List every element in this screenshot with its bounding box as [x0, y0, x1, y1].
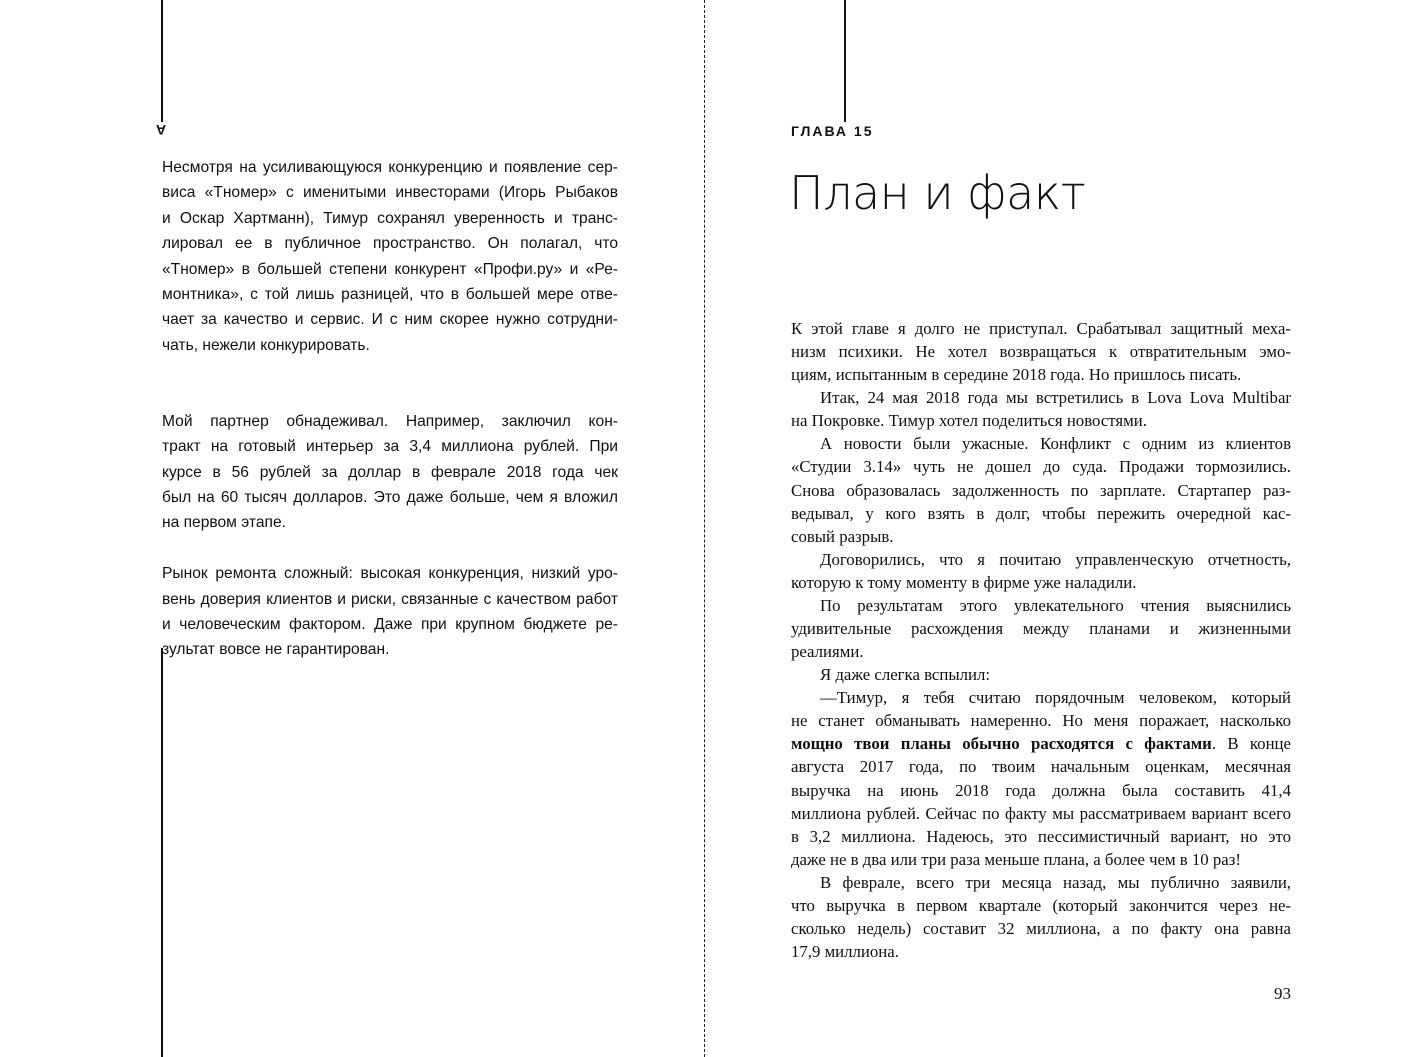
line-text: лировал ее в публичное пространство. Он полагал, что — [162, 235, 618, 253]
line-text: Мой партнер обнадеживал. Например, заключил кон- — [162, 412, 618, 430]
line-text: Я даже слегка вспылил: — [820, 665, 991, 685]
text-line — [162, 510, 618, 535]
text-line — [791, 571, 1291, 594]
text-line — [791, 940, 1291, 963]
text-line — [162, 561, 618, 586]
line-text: выручка на июнь 2018 года должна была составить 41,4 — [791, 780, 1291, 800]
text-line — [791, 502, 1291, 525]
text-line — [791, 755, 1291, 778]
running-mark: A — [156, 122, 167, 138]
line-text: не станет обманывать намеренно. Но меня поражает, насколько — [791, 711, 1291, 731]
chapter-label: ГЛАВА 15 — [791, 123, 874, 139]
line-text: Снова образовалась задолженность по зарплате. Стартапер раз- — [791, 480, 1291, 500]
line-text: Итак, 24 мая 2018 года мы встретились в Lova Lova Multibar — [820, 388, 1291, 408]
line-text: чать, нежели конкурировать. — [162, 336, 370, 354]
line-text: был на 60 тысяч долларов. Это даже больше, чем я вложил — [162, 489, 618, 507]
line-text: и Оскар Хартманн), Тимур сохранял уверенность и транс- — [162, 209, 618, 227]
line-text: и человеческим фактором. Даже при крупном бюджете ре- — [162, 616, 618, 634]
chapter-title: План и факт — [789, 166, 1086, 220]
text-line — [162, 434, 618, 459]
text-line — [791, 317, 1291, 340]
text-line — [162, 333, 618, 358]
bottom-rule — [161, 648, 163, 1057]
line-text: даже не в два или три раза меньше плана, а более чем в 10 раз! — [791, 849, 1241, 869]
text-line — [162, 637, 618, 662]
line-text: «Студии 3.14» чуть не дошел до суда. Продажи тормозились. — [791, 457, 1291, 477]
text-line — [791, 640, 1291, 663]
text-line — [791, 686, 1291, 709]
line-text: реалиями. — [791, 642, 864, 662]
bold-emphasis: мощно твои планы обычно расходятся с фактами — [791, 734, 1212, 754]
text-line — [791, 525, 1291, 548]
text-line — [162, 282, 618, 307]
text-line — [791, 409, 1291, 432]
text-line — [791, 779, 1291, 802]
right-body-text — [791, 317, 1291, 963]
text-line — [162, 612, 618, 637]
line-text: низм психики. Не хотел возвращаться к отвратительным эмо- — [791, 342, 1291, 362]
text-line — [162, 257, 618, 282]
line-text: на первом этапе. — [162, 514, 286, 532]
line-text: Договорились, что я почитаю управленческую отчетность, — [820, 549, 1291, 569]
text-line — [791, 548, 1291, 571]
line-text: зультат вовсе не гарантирован. — [162, 641, 390, 659]
text-line — [791, 479, 1291, 502]
line-text: сколько недель) составит 32 миллиона, а по факту она равна — [791, 919, 1291, 939]
text-line — [791, 732, 1291, 755]
line-text: . В конце — [1211, 734, 1291, 754]
text-line — [162, 460, 618, 485]
line-text: совый разрыв. — [791, 526, 894, 546]
line-text: монтника», с той лишь разницей, что в большей мере отве- — [162, 285, 618, 303]
text-line — [791, 594, 1291, 617]
line-text: тракт на готовый интерьер за 3,4 миллиона рублей. При — [162, 438, 618, 456]
text-line — [791, 825, 1291, 848]
line-text: на Покровке. Тимур хотел поделиться новостями. — [791, 411, 1147, 431]
text-line — [791, 617, 1291, 640]
line-text: курсе в 56 рублей за доллар в феврале 2018 года чек — [162, 463, 618, 481]
line-text: Рынок ремонта сложный: высокая конкуренция, низкий уро- — [162, 565, 618, 583]
line-text: миллиона рублей. Сейчас по факту мы рассматриваем вариант всего — [791, 803, 1291, 823]
line-text: чает за качество и сервис. И с ним скорее нужно сотрудни- — [162, 311, 618, 329]
left-body-text — [162, 155, 618, 663]
line-text: Несмотря на усиливающуюся конкуренцию и появление сер- — [162, 159, 618, 176]
line-text: В феврале, всего три месяца назад, мы публично заявили, — [820, 872, 1291, 892]
text-line — [162, 409, 618, 434]
text-line — [791, 802, 1291, 825]
paragraph — [162, 409, 618, 536]
page-number: 93 — [1274, 984, 1291, 1003]
top-rule — [161, 0, 163, 122]
text-line — [162, 155, 618, 180]
text-line — [791, 917, 1291, 940]
text-line — [791, 871, 1291, 894]
line-text: ведывал, у кого взять в долг, чтобы пережить очередной кас- — [791, 503, 1291, 523]
line-text: По результатам этого увлекательного чтения выяснились — [820, 595, 1291, 615]
line-text: —Тимур, я тебя считаю порядочным человеком, который — [820, 688, 1291, 708]
line-text: «Тномер» в большей степени конкурент «Профи.ру» и «Ре- — [162, 260, 618, 278]
paragraph — [162, 155, 618, 358]
text-line — [791, 386, 1291, 409]
text-line — [791, 663, 1291, 686]
text-line — [162, 206, 618, 231]
line-text: которую к тому моменту в фирме уже наладили. — [791, 572, 1137, 592]
line-text: К этой главе я долго не приступал. Срабатывал защитный меха- — [791, 319, 1291, 338]
line-text: удивительные расхождения между планами и жизненными — [791, 619, 1291, 639]
line-text: в 3,2 миллиона. Надеюсь, это пессимистичный вариант, но это — [791, 826, 1291, 846]
text-line — [162, 587, 618, 612]
text-line — [791, 848, 1291, 871]
text-line — [791, 894, 1291, 917]
line-text: вень доверия клиентов и риски, связанные с качеством работ — [162, 590, 618, 608]
text-line — [162, 307, 618, 332]
page-fold-divider — [704, 0, 705, 1057]
text-line — [162, 485, 618, 510]
text-line — [162, 231, 618, 256]
chapter-rule — [844, 0, 846, 122]
text-line — [791, 455, 1291, 478]
line-text: А новости были ужасные. Конфликт с одним из клиентов — [820, 434, 1291, 454]
text-line — [791, 432, 1291, 455]
text-line — [791, 363, 1291, 386]
line-text: что выручка в первом квартале (который закончится через не- — [791, 895, 1291, 915]
text-line — [162, 180, 618, 205]
line-text: виса «Тномер» с именитыми инвесторами (Игорь Рыбаков — [162, 184, 618, 202]
line-text: 17,9 миллиона. — [791, 942, 899, 962]
text-line — [791, 709, 1291, 732]
text-line — [791, 340, 1291, 363]
paragraph — [162, 561, 618, 663]
line-text: циям, испытанным в середине 2018 года. Но пришлось писать. — [791, 365, 1242, 385]
line-text: августа 2017 года, по твоим начальным оценкам, месячная — [791, 757, 1291, 777]
